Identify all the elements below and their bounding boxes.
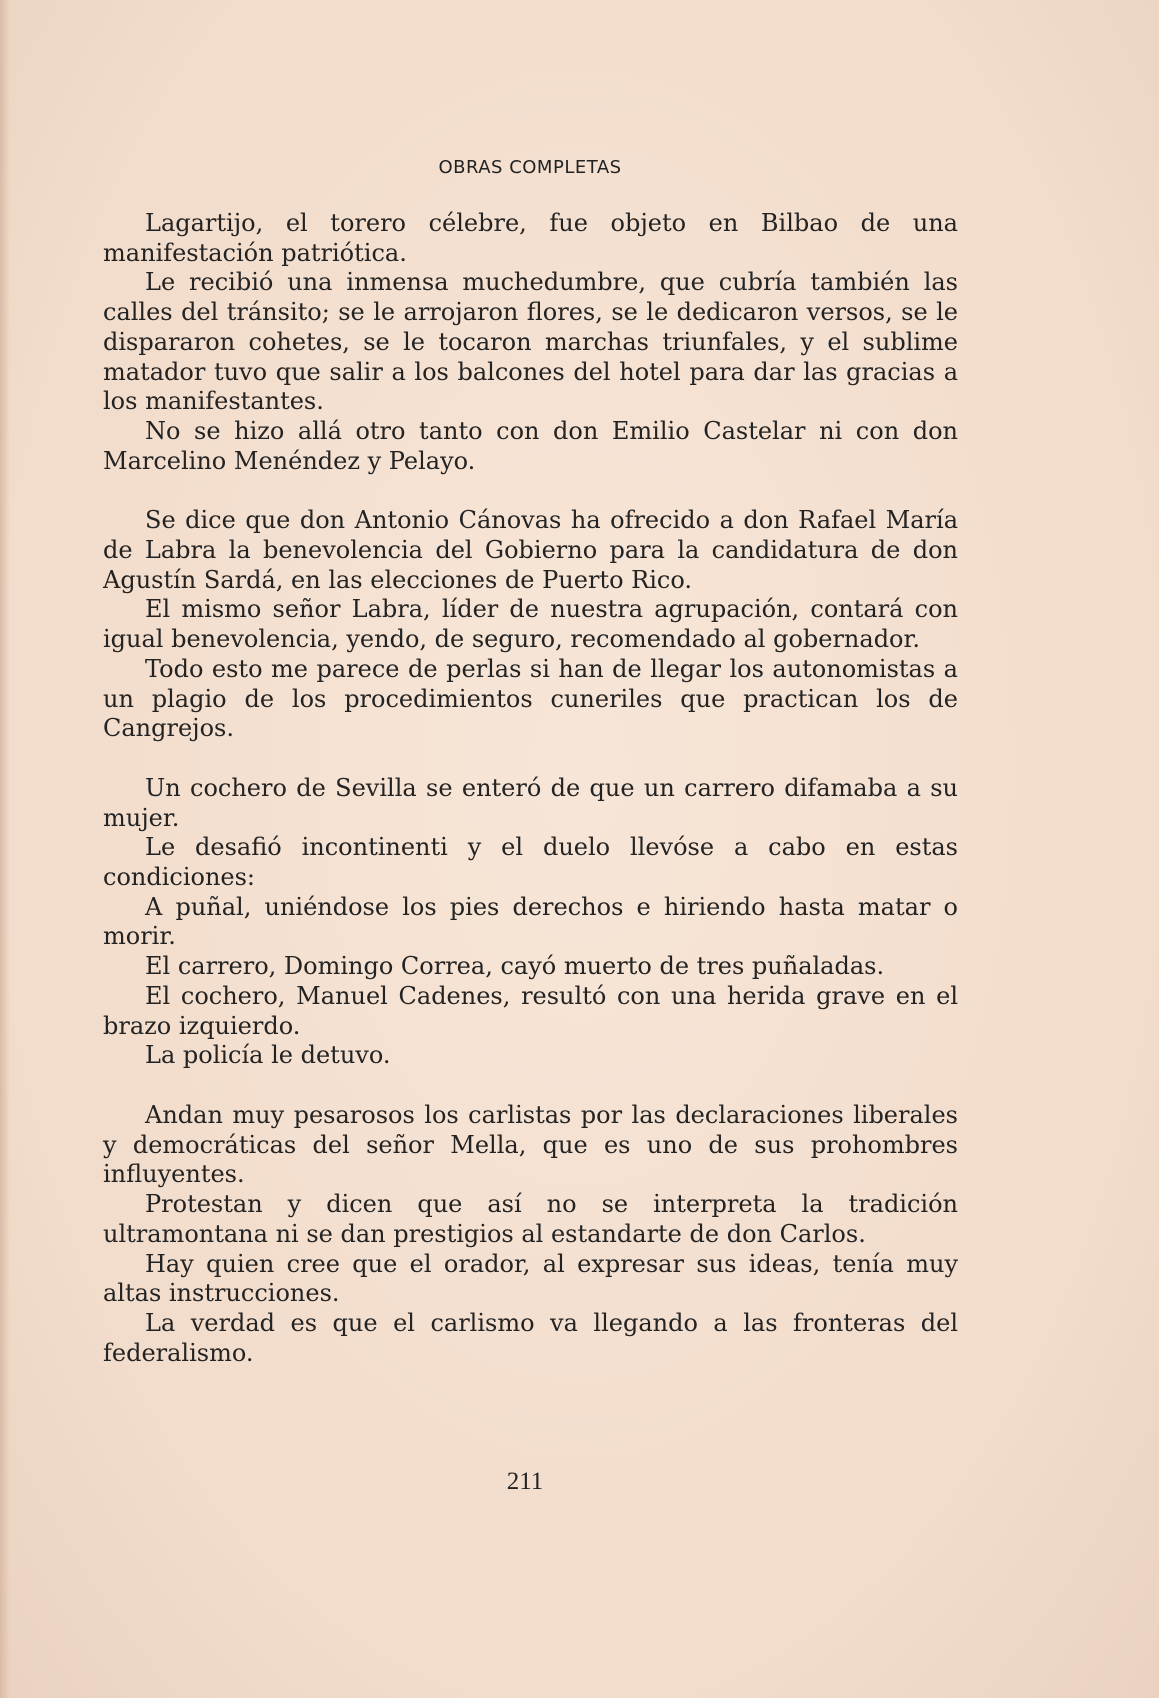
paragraph: A puñal, uniéndose los pies derechos e hiriendo hasta matar o morir. bbox=[103, 892, 958, 951]
section-cochero bbox=[103, 774, 958, 1071]
paragraph: El mismo señor Labra, líder de nuestra agrupación, contará con igual benevolencia, yendo, de seguro, recomendado al gobernador. bbox=[103, 595, 958, 654]
page-number: 211 bbox=[506, 1468, 544, 1495]
section-canovas bbox=[103, 506, 958, 744]
paragraph: Le desafió incontinenti y el duelo llevóse a cabo en estas condiciones: bbox=[103, 833, 958, 892]
paragraph: Le recibió una inmensa muchedumbre, que cubría también las calles del tránsito; se le arrojaron flores, se le dedicaron versos, se le dispararon cohetes, se le tocaron marchas triunfales, y el sublime matador tuvo que salir a los balcones del hotel para dar las gracias a los manifestantes. bbox=[103, 268, 958, 416]
paragraph: El carrero, Domingo Correa, cayó muerto de tres puñaladas. bbox=[145, 952, 885, 981]
paragraph: Protestan y dicen que así no se interpreta la tradición ultramontana ni se dan prestigios al estandarte de don Carlos. bbox=[103, 1190, 958, 1248]
paragraph: Andan muy pesarosos los carlistas por las declaraciones liberales y democráticas del señor Mella, que es uno de sus prohombres influyentes. bbox=[103, 1100, 958, 1189]
paragraph: El cochero, Manuel Cadenes, resultó con una herida grave en el brazo izquierdo. bbox=[103, 981, 958, 1040]
body-text bbox=[103, 209, 958, 1368]
paragraph: Un cochero de Sevilla se enteró de que un carrero difamaba a su mujer. bbox=[103, 773, 958, 832]
paragraph: Lagartijo, el torero célebre, fue objeto en Bilbao de una manifestación patriótica. bbox=[103, 209, 958, 267]
section-carlistas bbox=[103, 1101, 958, 1368]
paragraph: La verdad es que el carlismo va llegando a las fronteras del federalismo. bbox=[103, 1308, 958, 1367]
paragraph: Hay quien cree que el orador, al expresar sus ideas, tenía muy altas instrucciones. bbox=[103, 1249, 958, 1308]
paragraph: Todo esto me parece de perlas si han de llegar los autonomistas a un plagio de los procedimientos cuneriles que practican los de Cangrejos. bbox=[103, 654, 958, 743]
page-edge-shadow bbox=[0, 0, 10, 1698]
running-header: OBRAS COMPLETAS bbox=[438, 157, 622, 178]
paragraph: No se hizo allá otro tanto con don Emilio Castelar ni con don Marcelino Menéndez y Pelayo. bbox=[103, 416, 958, 475]
paragraph: La policía le detuvo. bbox=[145, 1041, 391, 1070]
section-lagartijo bbox=[103, 209, 958, 476]
paragraph: Se dice que don Antonio Cánovas ha ofrecido a don Rafael María de Labra la benevolencia del Gobierno para la candidatura de don Agustín Sardá, en las elecciones de Puerto Rico. bbox=[103, 506, 958, 594]
